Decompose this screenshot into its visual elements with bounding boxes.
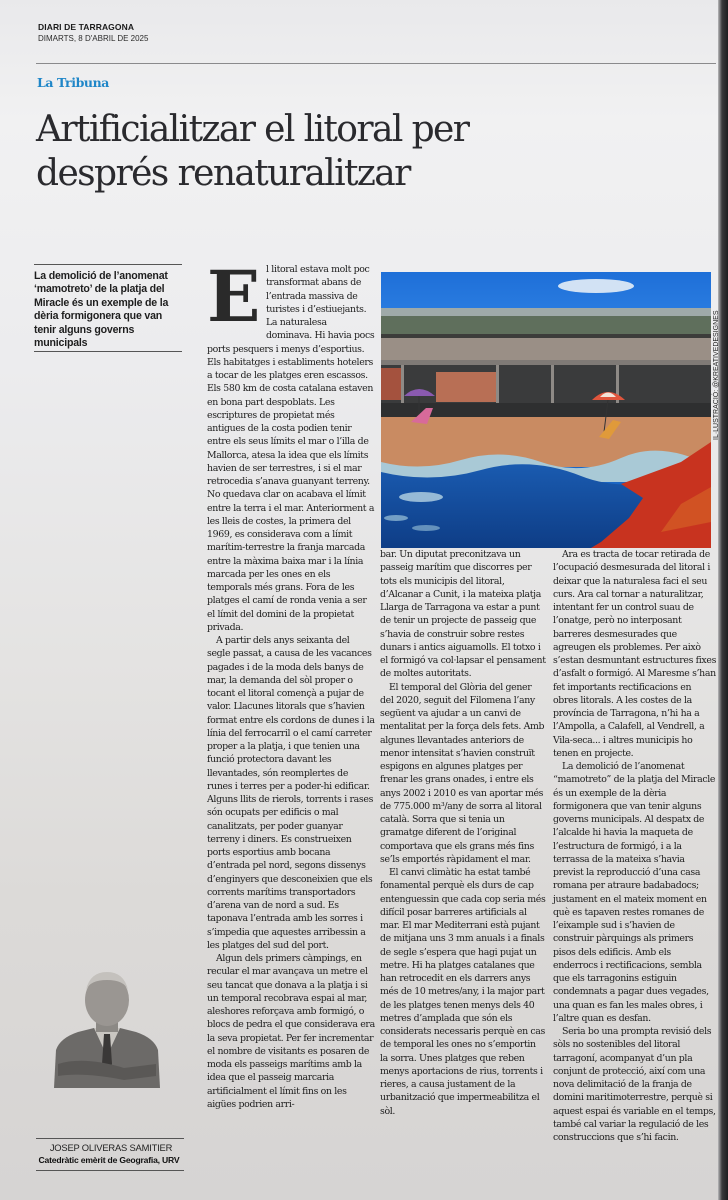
author-rule-top	[36, 1138, 184, 1139]
masthead	[38, 22, 148, 43]
pullquote-rule-bottom	[34, 351, 182, 352]
pullquote-rule-top	[34, 264, 182, 265]
header-divider	[36, 63, 716, 64]
page-edge-shadow	[718, 0, 728, 1200]
drop-cap: E	[207, 255, 261, 338]
author-name: JOSEP OLIVERAS SAMITIER	[49, 1142, 173, 1153]
paragraph: El litoral estava molt poc transformat abans de l’entrada massiva de turistes i d’estiuejants. La naturalesa dominava. Hi havia pocs ports pesquers i menys d’esportius. Els habitatges i establiments hotelers a tocar de les platges eren escassos. Els 580 km de costa catalana estaven en bona part despoblats. Les escriptures de propietat més antigues de la costa podien tenir entre els seus límits el mar o l’illa de Mallorca, atesa la idea que els límits havien de ser terrestres, i si el mar retrocedia s’anava guanyant terreny. No quedava clar on acabava el límit entre la terra i el mar. Anteriorment a les lleis de costes, la primera del 1969, es considerava com a límit marítim-terrestre la franja marcada entre la màxima baixa mar i la línia marcada per les ones en els temporals més grans. Fora de les platges el camí de ronda venia a ser el límit del domini de la propietat privada.	[207, 255, 375, 633]
author-title: Catedràtic emèrit de Geografia, URV	[38, 1155, 180, 1165]
paragraph: A partir dels anys seixanta del segle passat, a causa de les vacances pagades i de la moda dels banys de mar, la demanda del sòl proper o tocant el litoral començà a pujar de valor. Llacunes litorals que s’havien format entre els cordons de dunes i la línia del ferrocarril o el camí carreter proper a la platja, i que tenien una funció protectora davant les llevantades, són reomplertes de runes i terres per a poder-hi edificar. Alguns llits de rierols, torrents i rases són ocupats per edificis o mal canalitzats, per poder guanyar terreny i diners. Es construeixen ports esportius amb bocana d’entrada pel nord, segons dissenys d’enginyers que desconeixien que els corrents marítims transportadors d’arena van de nord a sud. Es taponava l’entrada amb les sorres i s’impedia que aquestes arribessin a les platges del sud del port.	[207, 635, 375, 951]
paragraph: El temporal del Glòria del gener del 2020, seguit del Filomena l’any següent va ajudar a un canvi de mentalitat per la força dels fets. Amb algunes llevantades anteriors de menor intensitat s’havien construït espigons en algunes platges per frenar les grans onades, i entre els anys 2002 i 2010 es van aportar més de 775.000 m³/any de sorra al litoral català. Sorra que si tenia un gramatge diferent de l’original comportava que els grans més fins se’ls emportés ràpidament el mar.	[380, 681, 545, 865]
section-label: La Tribuna	[37, 75, 109, 90]
article-headline: Artificialitzar el litoral per després renaturalitzar	[36, 109, 469, 194]
illustration-credit: IL·LUSTRACIÓ: @KREATIVEDESIGNES	[713, 310, 720, 440]
article-column-3	[553, 548, 717, 1144]
paragraph: Algun dels primers càmpings, en recular el mar avançava un metre el seu tancat que donava a la platja i si un temporal recobrava espai al mar, aleshores reforçava amb formigó, o blocs de pedra el que considerava era la seva propietat. Per fer incrementar el nombre de visitants es posaren de moda els passeigs marítims amb la idea que el passeig marcaria artificialment el límit fins on les aigües podrien arri-	[207, 953, 375, 1110]
publication-date: DIMARTS, 8 D'ABRIL DE 2025	[38, 34, 149, 43]
paragraph: Seria bo una prompta revisió dels sòls no sostenibles del litoral tarragoní, acompanyat d’un pla conjunt de protecció, així com una nova delimitació de la franja de domini maritimoterrestre, perquè si aquest espai és variable en el temps, també cal variar la regulació de les construccions que s’hi facin.	[553, 1026, 716, 1143]
pullquote: La demolició de l’anomenat ‘mamotreto’ de la platja del Miracle és un exemple de la dèria formigonera que van tenir alguns governs municipals	[34, 270, 169, 350]
author-rule-bottom	[36, 1170, 184, 1171]
article-column-1	[207, 255, 375, 1111]
paper-name: DIARI DE TARRAGONA	[38, 22, 135, 32]
author-portrait-icon	[44, 968, 170, 1088]
author-photo	[44, 968, 170, 1088]
beach-illustration-icon	[381, 272, 711, 548]
paragraph: bar. Un diputat preconitzava un passeig marítim que discorres per tots els municipis del litoral, d’Alcanar a Cunit, i la mateixa platja Llarga de Tarragona va estar a punt de tenir un projecte de passeig que s’havia de construir sobre restes dunars i antics aiguamolls. El totxo i el formigó va col·lapsar el pensament de moltes autoritats.	[380, 549, 546, 680]
paragraph: El canvi climàtic ha estat també fonamental perquè els durs de cap entenguessin que cada cop seria més difícil posar barreres artificials al mar. El mar Mediterrani està pujant de mitjana uns 3 mm anuals i a finals de segle s’espera que hagi pujat un metre. Hi ha platges catalanes que han retrocedit en els darrers anys més de 10 metres/any, i la major part de les platges tenen menys dels 40 metres d’amplada que són els considerats necessaris perquè en cas de temporal les ones no s’emportin la sorra. Unes platges que reben menys aportacions de rius, torrents i rieres, a causa justament de la urbanització que impermeabilitza el sòl.	[380, 867, 546, 1117]
article-column-2	[380, 548, 546, 1118]
article-illustration	[381, 272, 711, 548]
paragraph: Ara es tracta de tocar retirada de l’ocupació desmesurada del litoral i deixar que la naturalesa faci el seu curs. Ara cal tornar a naturalitzar, intentant fer un control suau de l’onatge, però no interposant barreres desmesurades que agreugen els problemes. Per això s’estan desmuntant estructures fixes d’asfalt o formigó. Al Maresme s’han fet importants rectificacions en obres litorals. A les costes de la província de Tarragona, n’hi ha a l’Ampolla, a Calafell, al Vendrell, a Vila-seca... i altres municipis ho tenen en projecte.	[553, 549, 717, 759]
paragraph: La demolició de l’anomenat “mamotreto” de la platja del Miracle és un exemple de la dèria formigonera que van tenir alguns governs municipals. Al despatx de l’alcalde hi havia la maqueta de l’estructura de formigó, i a la terrassa de la mateixa s’havia previst la reproducció d’una casa romana per atraure badabadocs; justament en el mateix moment en què es tapaven restes romanes de l’eixample sud i s’havien de construir pàrquings als primers pisos dels edificis. Amb els enderrocs i rectificacions, sembla que els tarragonins estiguin condemnats a pagar dues vegades, una quan es fan les males obres, i l’altre quan es desfan.	[553, 761, 716, 1024]
